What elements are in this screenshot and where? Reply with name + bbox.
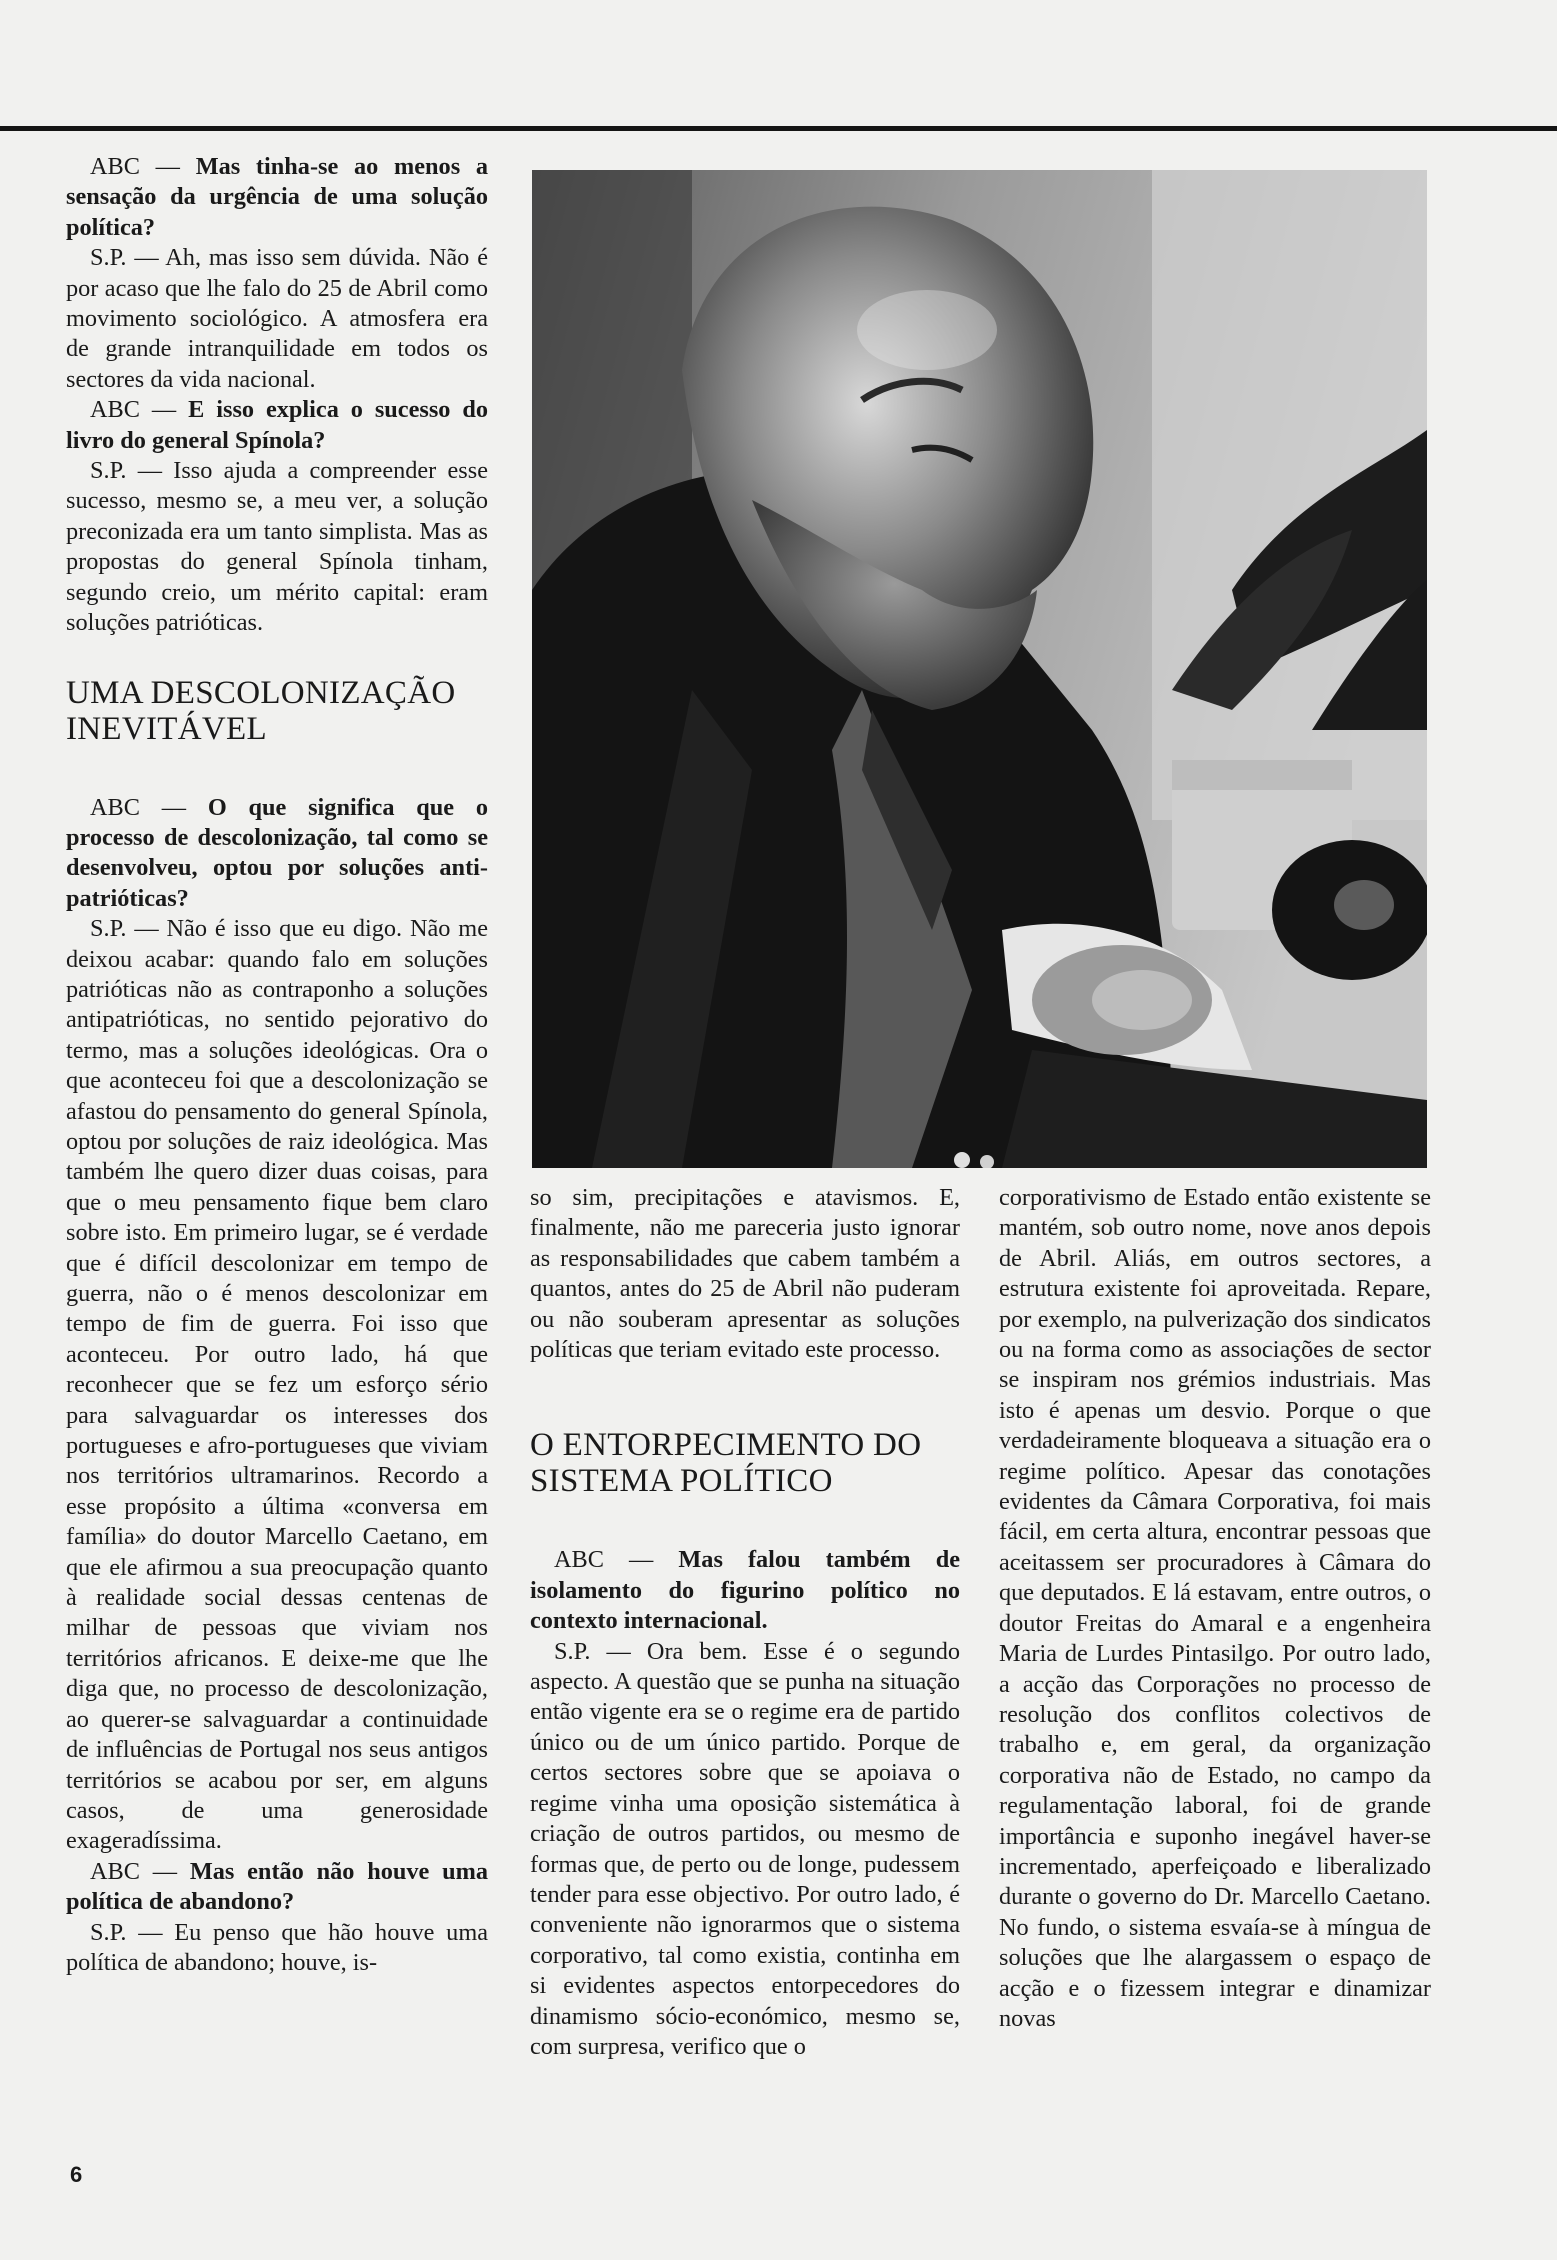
answer-paragraph: S.P. — Não é isso que eu digo. Não me deixou acabar: quando falo em soluções patrióticas não as contraponho a soluções antipatrióticas, no sentido pejorativo do termo, mas a soluções ideológicas. Ora o que aconteceu foi que a descolonização se afastou do pensamento do general Spínola, optou por soluções de raiz ideológica. Mas também lhe quero dizer duas coisas, para que o meu pensamento fique bem claro sobre isto. Em primeiro lugar, se é verdade que é difícil descolonizar em tempo de guerra, não o é menos descolonizar em tempo de fim de guerra. Foi isso que aconteceu. Por outro lado, há que reconhecer que se fez um esforço sério para salvaguardar os interesses dos portugueses e afro-portugueses que viviam nos territórios ultramarinos. Recordo a esse propósito a última «conversa em família» do doutor Marcello Caetano, em que ele afirmou a sua preocupação quanto à realidade social dessas centenas de milhar de pessoas que viviam nos territórios africanos. E deixe-me que lhe diga que, no processo de descolonização, ao querer-se salvaguardar a continuidade de influências de Portugal nos seus antigos territórios se acabou por ser, em alguns casos, de uma generosidade exageradíssima. — [66, 915, 488, 1855]
portrait-illustration — [532, 170, 1427, 1168]
answer-paragraph: S.P. — Ora bem. Esse é o segundo aspecto. A questão que se punha na situação então vigente era se o regime era de partido único ou de um único partido. Porque de certos sectores sobre que se apoiava o regime vinha uma oposição sistemática à criação de outros partidos, ou mesmo de formas que, de perto ou de longe, pudessem tender para esse objectivo. Por outro lado, é conveniente não ignorarmos que o sistema corporativo, tal como existia, continha em si evidentes aspectos entorpecedores do dinamismo sócio-económico, mesmo se, com surpresa, verifico que o — [530, 1637, 960, 2060]
question-paragraph: ABC — O que significa que o processo de descolonização, tal como se desenvolveu, optou por soluções anti-patrióticas? — [66, 793, 489, 912]
text-column-1 — [66, 152, 488, 1978]
section-heading: O ENTORPECIMENTO DO SISTEMA POLÍTICO — [530, 1427, 922, 1500]
section-heading: UMA DESCOLONIZAÇÃO INEVITÁVEL — [66, 674, 456, 747]
answer-paragraph: corporativismo de Estado então existente se mantém, sob outro nome, nove anos depois de Abril. Aliás, em outros sectores, a estrutura existente foi aproveitada. Repare, por exemplo, na pulverização dos sindicatos ou na forma como as associações de sector se inspiram nos grémios industriais. Mas isto é apenas um desvio. Porque o que verdadeiramente bloqueava a situação era o regime político. Apesar das conotações evidentes da Câmara Corporativa, foi mais fácil, em certa altura, encontrar pessoas que aceitassem ser procuradores à Câmara do que deputados. E lá estavam, entre outros, o doutor Freitas do Amaral e a engenheira Maria de Lurdes Pintasilgo. Por outro lado, a acção das Corporações no processo de resolução dos conflitos colectivos de trabalho e, em geral, da organização corporativa não de Estado, no campo da regulamentação laboral, foi de grande importância e suponho inegável haver-se incrementado, aperfeiçoado e liberalizado durante o governo do Dr. Marcello Caetano. No fundo, o sistema esvaía-se à míngua de soluções que lhe alargassem o espaço de acção e o fizessem integrar e dinamizar novas — [999, 1184, 1431, 2032]
question-paragraph: ABC — Mas então não houve uma política de abandono? — [66, 1857, 488, 1916]
question-paragraph: ABC — Mas falou também de isolamento do figurino político no contexto internacional. — [530, 1546, 960, 1635]
answer-paragraph: S.P. — Isso ajuda a compreender esse sucesso, mesmo se, a meu ver, a solução preconizada era um tanto simplista. Mas as propostas do general Spínola tinham, segundo creio, um mérito capital: eram soluções patrióticas. — [66, 457, 488, 637]
answer-paragraph: S.P. — Eu penso que hão houve uma política de abandono; houve, is- — [66, 1918, 488, 1976]
question-paragraph: ABC — E isso explica o sucesso do livro do general Spínola? — [66, 396, 489, 454]
text-column-3 — [999, 1183, 1431, 2034]
top-rule — [0, 126, 1557, 131]
text-column-2 — [530, 1183, 960, 2062]
question-paragraph: ABC — Mas tinha-se ao menos a sensação da urgência de uma solução política? — [66, 153, 489, 241]
page-number: 6 — [70, 2162, 83, 2187]
answer-paragraph: S.P. — Ah, mas isso sem dúvida. Não é por acaso que lhe falo do 25 de Abril como movimento sociológico. A atmosfera era de grande intranquilidade em todos os sectores da vida nacional. — [66, 244, 488, 393]
interview-photo — [532, 170, 1427, 1168]
answer-paragraph: so sim, precipitações e atavismos. E, finalmente, não me pareceria justo ignorar as responsabilidades que cabem também a quantos, antes do 25 de Abril não puderam ou não souberam apresentar as soluções políticas que teriam evitado este processo. — [530, 1184, 960, 1364]
